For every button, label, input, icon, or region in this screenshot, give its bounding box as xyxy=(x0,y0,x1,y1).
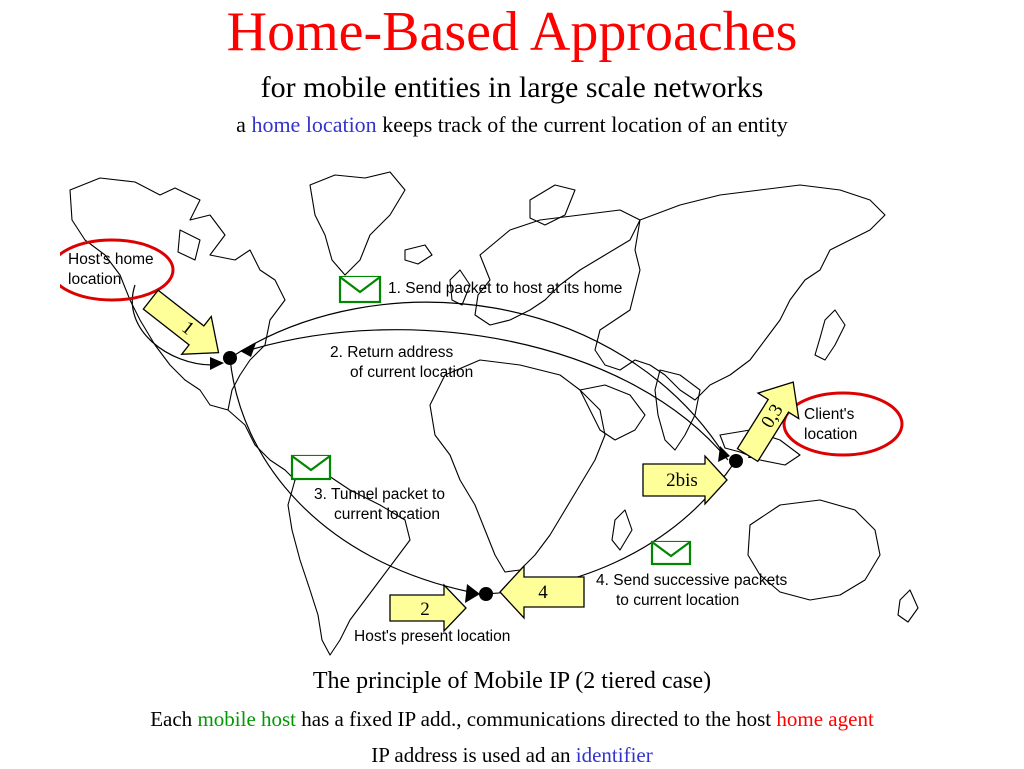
arrowhead-5 xyxy=(210,357,224,370)
new-zealand-outline xyxy=(898,590,918,622)
mobile-host-explanation: Each mobile host has a fixed IP add., communications directed to the host home agent xyxy=(150,707,874,731)
hudson-bay-outline xyxy=(178,230,200,260)
step3-label: 3. Tunnel packet to current location xyxy=(314,486,445,523)
mobile-host-highlight: mobile host xyxy=(197,707,297,731)
client-location-dot xyxy=(729,454,743,468)
india-outline xyxy=(655,370,700,450)
identifier-highlight: identifier xyxy=(575,743,653,767)
japan-outline xyxy=(815,310,845,360)
scandinavia-outline xyxy=(530,185,575,225)
slide-subtitle: for mobile entities in large scale networks xyxy=(260,71,764,104)
tagline-highlight: home location xyxy=(251,112,377,137)
envelope-icon xyxy=(340,277,380,302)
africa-outline xyxy=(430,360,605,572)
step-arrow-2bis-label: 2bis xyxy=(666,470,698,491)
arrowhead-1 xyxy=(240,343,256,357)
host-present-dot xyxy=(479,587,493,601)
central-america-outline xyxy=(228,410,295,480)
asia-outline xyxy=(595,185,885,400)
envelope-icon xyxy=(292,456,330,479)
step-arrow-2-label: 2 xyxy=(420,599,430,620)
tagline-suffix: keeps track of the current location of an entity xyxy=(382,112,788,137)
greenland-outline xyxy=(310,172,405,275)
ip-identifier-explanation: IP address is used ad an identifier xyxy=(371,743,653,767)
host-present-location-label: Host's present location xyxy=(354,628,511,645)
diagram-caption: The principle of Mobile IP (2 tiered case) xyxy=(312,668,712,694)
home-agent-highlight: home agent xyxy=(776,707,874,731)
envelope-icon xyxy=(652,542,690,564)
iceland-outline xyxy=(405,245,432,264)
step-arrow-4-label: 4 xyxy=(538,582,548,603)
step1-label: 1. Send packet to host at its home xyxy=(388,280,623,297)
route-step1-upper-arc xyxy=(230,302,725,456)
route-home-to-host-present xyxy=(230,358,470,592)
madagascar-outline xyxy=(612,510,632,550)
slide-title: Home-Based Approaches xyxy=(226,1,798,63)
north-america-outline xyxy=(70,178,285,410)
tagline-prefix: a xyxy=(236,112,246,137)
step-arrow-03-label: 0,3 xyxy=(757,400,788,432)
europe-outline xyxy=(475,210,640,325)
routes xyxy=(132,285,736,594)
step2-label: 2. Return address of current location xyxy=(330,344,474,381)
step-arrow-1-label: 1 xyxy=(177,317,198,340)
arabia-outline xyxy=(580,385,645,440)
arrowhead-3 xyxy=(465,584,480,603)
client-location-label: Client's location xyxy=(804,406,858,443)
home-location-dot xyxy=(223,351,237,365)
step4-label: 4. Send successive packets to current location xyxy=(596,572,788,609)
slide-tagline xyxy=(0,111,1024,139)
host-home-location-label: Host's home location xyxy=(68,251,154,288)
